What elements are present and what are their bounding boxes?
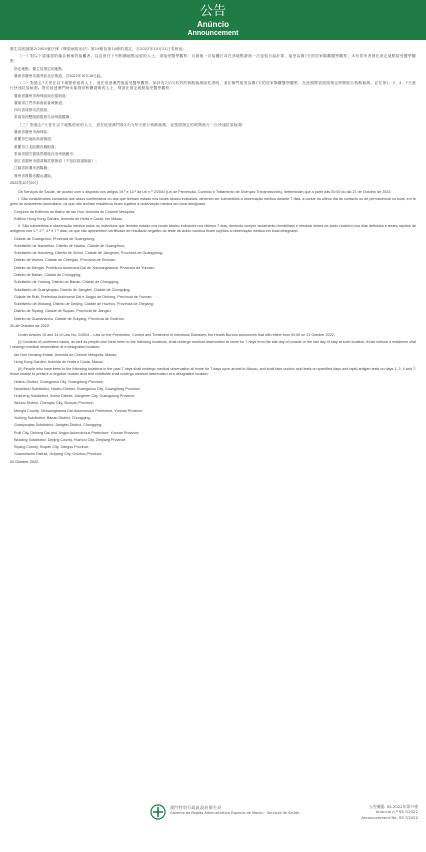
list-item: 重慶市江北區觀音橋街道； [14, 144, 59, 149]
english-list-2 [10, 380, 416, 458]
portuguese-list-2 [10, 237, 416, 322]
list-item: Wukang Subdistrict, Deqing County, Huzhou City, Zhejiang Province; [14, 437, 127, 442]
list-item: Wuhou District, Chengdu City, Sichuan Province; [14, 401, 94, 406]
reference-portuguese: Anúncio n.º SS-?/2022 [375, 809, 418, 815]
portuguese-section [10, 190, 416, 329]
list-item: Distrito de Siyang, Cidade de Suqian, Província de Jiangsu; [14, 309, 112, 314]
title-chinese: 公告 [199, 4, 226, 19]
list-item: Haizhu District, Guangzhou City, Guangdong Province; [14, 379, 104, 384]
list-item: Subdistrito de Wukang, Distrito de Deqing, Cidade de Huzhou, Província de Zhejiang; [14, 302, 154, 307]
english-paragraph-1: (I) Contacts of confirmed cases, as well as people who have been to the following locations, shall undergo medical observation at home for 7 days from the last day of contact or the last day of stay at such location; those without a residence shall undergo medical observation at a designated location: [10, 340, 416, 350]
list-item: Edifício Hong Kong Garden, Avenida de Horta e Costa, em Macau. [14, 216, 124, 221]
list-item: Distrito de Wuhou, Cidade de Chengdu, Província de Sichuan; [14, 258, 117, 263]
list-item: 廣東省廣州市海珠區南石頭街道； [14, 93, 70, 98]
list-item: Distrito de Banan, Cidade de Chongqing; [14, 272, 82, 277]
portuguese-paragraph-1: I. São considerados contactos dos casos confirmados ou dos que tenham estado nos locais abaixo indicados, devendo ser submetidos a observação médica durante 7 dias, a contar do último dia de contacto ou de permanência no local, em regime de isolamento domiciliário; os que não tenham residência ficam sujeitos a observação médica em local designado: [10, 197, 416, 207]
list-item: Cidade de Ruili, Prefeitura Autónoma Dai e Jingpo de Dehong, Província de Yunnan; [14, 294, 153, 299]
list-item: Distrito de Guanshanhu, Cidade de Guiyang, Província de Guizhou. [14, 316, 125, 321]
reference-chinese: 公告編號: SS-2022年第??號 [369, 804, 418, 809]
list-item: 雲南省德宏傣族景頗族自治州瑞麗市； [14, 151, 77, 156]
chinese-list-1 [10, 67, 416, 79]
chinese-paragraph-2: （二）對過去7天曾在以下地點停留的人士，須在抵達澳門後接受醫學觀察：如持有7天內有效的核酸檢測陰性證明，須在澳門接受為期7天的居家隔離醫學觀察，在此期間須按照指定時間進行核酸檢測，並在第1、2、4、7天進行快速抗原檢測。對於抵達澳門時未能提供相關證明的人士，則須在指定地點接受醫學觀察： [10, 81, 416, 91]
chinese-date: 2022年10月20日 [10, 180, 39, 185]
list-item: Distrito de Mengla, Prefeitura Autónoma Dai de Xishuangbanna, Província de Yunnan; [14, 265, 155, 270]
list-item: Iao Hon Housing Estate, Avenida do Coronel Mesquita, Macao; [14, 352, 118, 357]
list-item: Yudong Subdistrict, Banan District, Chongqing; [14, 415, 91, 420]
list-item: Hong Kong Garden, Avenida de Horta e Costa, Macao. [14, 359, 104, 364]
chinese-list-2 [10, 94, 416, 121]
title-portuguese: Anúncio [197, 20, 229, 29]
announcement-body [0, 40, 426, 465]
portuguese-date: 20 de Outubro de 2022 [10, 323, 50, 328]
list-item: Subdistrito de Yudong, Distrito de Banan, Cidade de Chongqing; [14, 280, 120, 285]
list-item: Siyang County, Suqian City, Jiangsu Province; [14, 445, 90, 450]
list-item: 雲南省西雙版納傣族自治州勐臘縣； [14, 115, 73, 120]
list-item: 重慶市巴南區魚洞街道； [14, 137, 55, 142]
list-item: Subdistrito de Huicheng, Distrito de Xinhui, Cidade de Jiangmen, Província de Guangdong; [14, 251, 163, 256]
portuguese-intro: Os Serviços de Saúde, de acordo com o disposto nos artigos 19.º e 14.º da Lei n.º 2/2004 (Lei de Prevenção, Controlo e Tratamento de Doenças Transmissíveis), determinam que a partir das 00:00 do dia 21 de Outubro de 2022: [18, 189, 392, 194]
list-item: 廣東省廣州市海珠區； [14, 130, 51, 134]
list-item: 浙江省湖州市德清縣武康街道（不包括高風險區）； [14, 159, 99, 164]
list-item: Subdistrito de Guanyinqiao, Distrito de Jiangbei, Cidade de Chongqing; [14, 287, 131, 292]
list-item: 指定地點：衛生局指定的地點； [14, 66, 66, 71]
title-english: Announcement [187, 30, 239, 37]
list-item: Nanshitou Subdistrict, Haizhu District, Guangzhou City, Guangdong Province; [14, 386, 141, 391]
list-item: 貴州省貴陽市觀山湖區。 [14, 173, 55, 178]
health-bureau-logo-icon [150, 804, 166, 820]
list-item: Guanshanhu District, Guiyang City, Guizhou Province. [14, 452, 103, 457]
list-item: 廣東省江門市新會區會城街道； [14, 100, 66, 105]
portuguese-paragraph-2: II. São submetidos a observação médica todos os indivíduos que tenham estado nos locais abaixo indicados nos últimos 7 dias, devendo cumprir isolamento domiciliário e efectuar testes de ácido nucleico nos dias definidos e testes rápidos de antigénio nos 1.º, 2.º, 4.º e 7.º dias; os que não apresentem certificado de resultado negativo do teste de ácido nucleico ficam sujeitos a observação médica em local designado: [10, 224, 416, 234]
chinese-paragraph-1: （一）對以下經確認的確診個案的接觸者，以及曾在下列相關地點逗留的人士，須接受醫學觀察：自最後一次接觸日或在該地點最後一次逗留日起計算，接受為期7天的居家隔離醫學觀察；未有居所者則在指定地點接受醫學觀察： [10, 54, 416, 64]
list-item: Conjunto de Edifícios do Bairro de Iao Hon, Avenida do Coronel Mesquita; [14, 209, 136, 214]
list-item: 廣東省廣州市越秀區北京街道，自2022年10月15日起。 [14, 73, 105, 78]
chinese-list-3 [10, 130, 416, 179]
announcement-header [0, 0, 426, 40]
chinese-paragraph-3: （三）對過去7天曾在以下地點停留的人士，須在抵達澳門後3天內每天進行核酸檢測，並按照指定的時間進行一次快速抗原檢測： [18, 122, 246, 127]
institution-name-chinese: 澳門特別行政區政府衛生局 [170, 805, 222, 810]
chinese-intro: 衛生局根據第2/2004號法律《傳染病防治法》第19條及第14條的規定，自2022年10月21日零時起： [10, 47, 187, 51]
english-section [10, 333, 416, 465]
english-list-1 [10, 353, 416, 365]
portuguese-list-1 [10, 210, 416, 222]
institution-name-portuguese: Governo da Região Administrativa Especial de Macau · Serviços de Saúde [170, 811, 300, 815]
list-item: 四川省成都市武侯區； [14, 108, 51, 113]
reference-english: Announcement No. SS-?/2022 [361, 814, 418, 820]
list-item: 江蘇省宿遷市泗陽縣； [14, 166, 51, 171]
list-item: Ruili City, Dehong Dai and Jingpo Autonomous Prefecture, Yunnan Province; [14, 430, 140, 435]
list-item: Cidade de Guangzhou, Província de Guangdong; [14, 236, 95, 241]
english-date: 20 October 2022 [10, 459, 39, 464]
list-item: Subdistrito de Nanshitou, Distrito de Haizhu, Cidade de Guangzhou; [14, 243, 126, 248]
list-item: Guanyinqiao Subdistrict, Jiangbei District, Chongqing; [14, 423, 102, 428]
reference-numbers [361, 804, 418, 820]
list-item: Huicheng Subdistrict, Xinhui District, Jiangmen City, Guangdong Province; [14, 394, 136, 399]
english-intro: Under Articles 19 and 14 of Law No. 2/2004 – Law on the Prevention, Control and Treatment of Infectious Diseases, the Health Bureau announces that with effect from 00:00 on 21 October 2022: [18, 332, 335, 337]
english-paragraph-2: (II) People who have been to the following locations in the past 7 days shall undergo medical observation at home for 7 days upon arrival in Macao, and shall take nucleic acid tests on specified days and rapid antigen tests on days 1, 2, 4 and 7; those unable to present a negative nucleic acid test certificate shall undergo medical observation at a designated location: [10, 367, 416, 377]
list-item: Mengla County, Xishuangbanna Dai Autonomous Prefecture, Yunnan Province; [14, 408, 144, 413]
chinese-section [10, 47, 416, 186]
